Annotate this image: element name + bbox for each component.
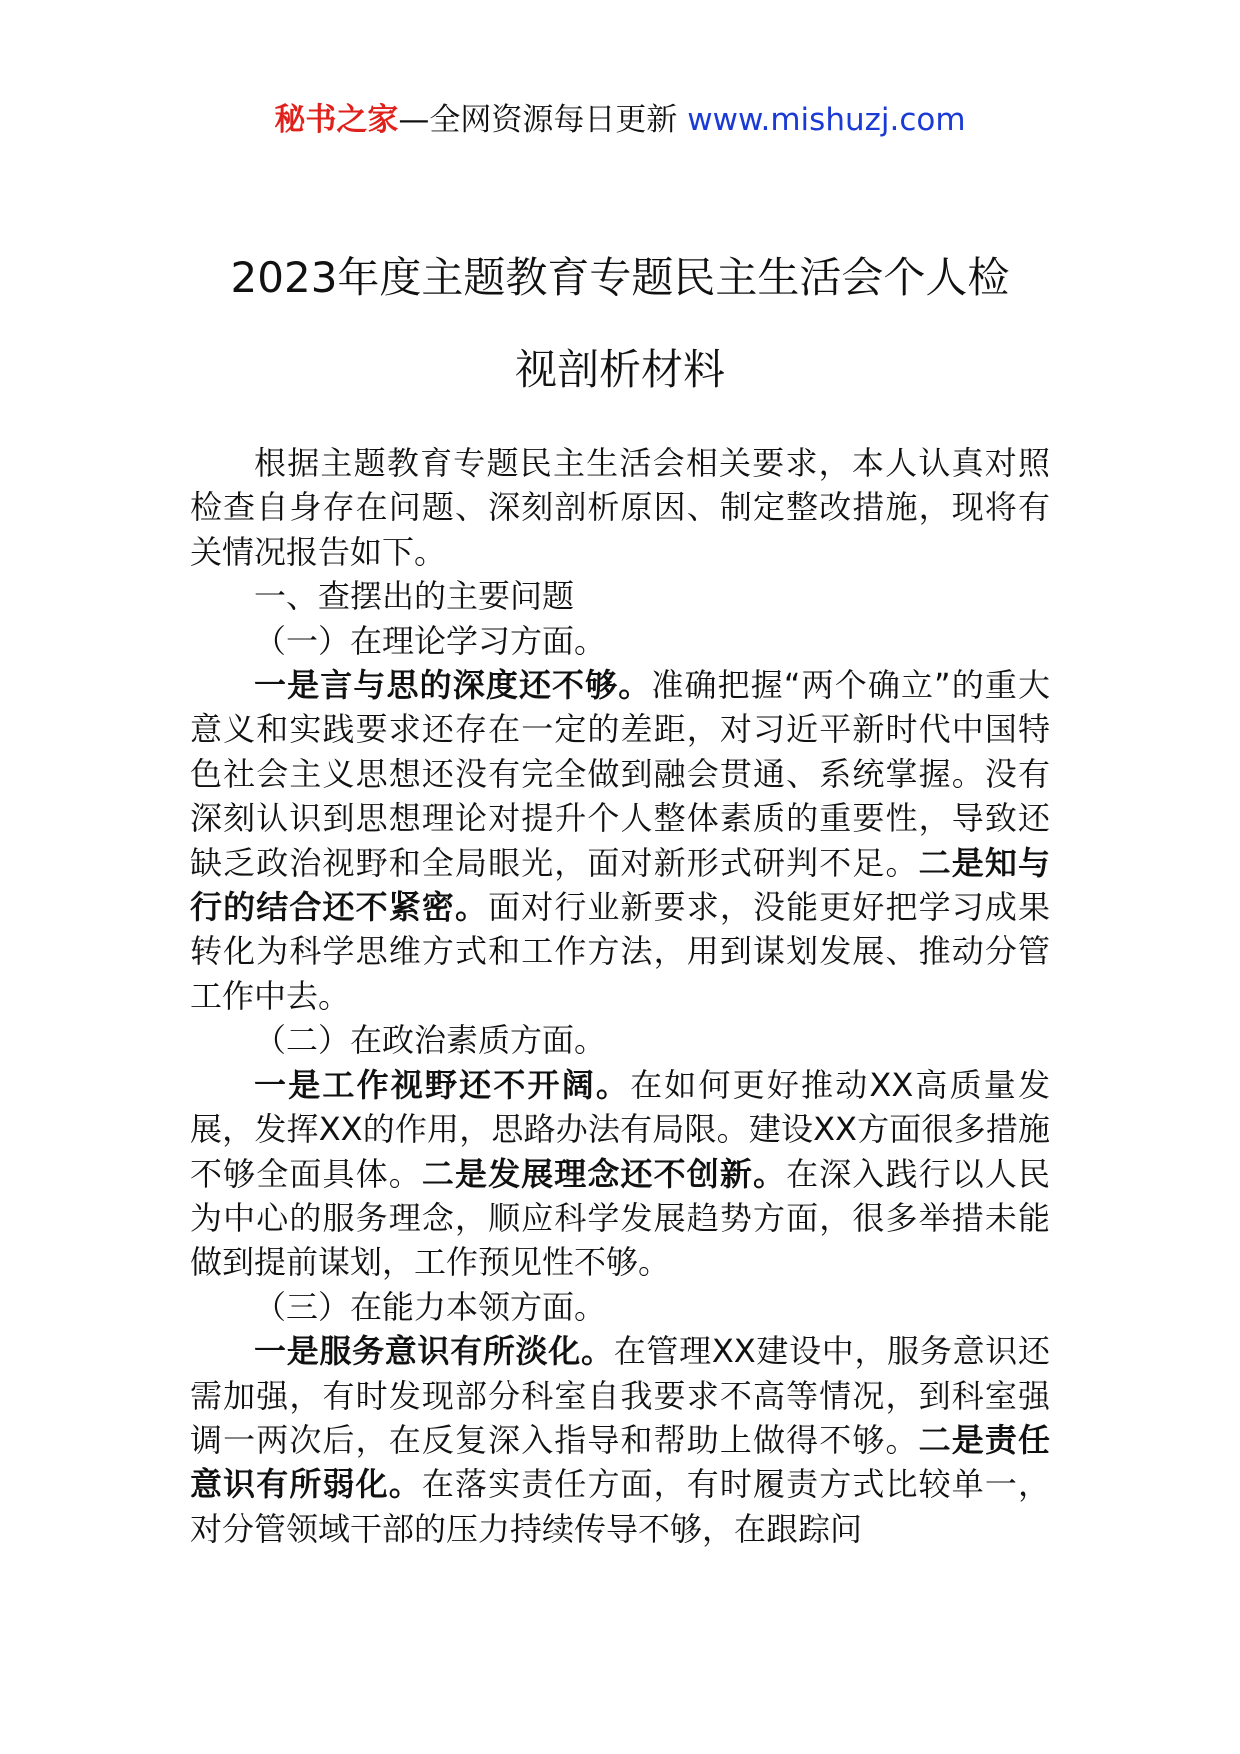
bold-lead: 二是责任意识有所弱化。 — [190, 1420, 1050, 1504]
title-line-1: 2023年度主题教育专题民主生活会个人检 — [230, 253, 1010, 302]
paragraph-text: 准确把握“两个确立”的重大意义和实践要求还存在一定的差距，对习近平新时代中国特色社会主义思想还没有完全做到融会贯通、系统掌握。没有深刻认识到思想理论对提升个人整体素质的重要性，导致还缺乏政治视野和全局眼光，面对新形式研判不足。 — [190, 666, 1050, 882]
bold-lead: 一是服务意识有所淡化。 — [254, 1332, 614, 1371]
paragraph — [190, 1063, 1050, 1285]
bold-lead: 一是言与思的深度还不够。 — [254, 666, 652, 705]
paragraph-text: 面对行业新要求，没能更好把学习成果转化为科学思维方式和工作方法，用到谋划发展、推动分管工作中去。 — [190, 888, 1050, 1015]
bold-lead: 二是发展理念还不创新。 — [421, 1154, 787, 1193]
subsection-heading: （二）在政治素质方面。 — [254, 1021, 607, 1060]
brand-name: 秘书之家 — [274, 102, 399, 138]
title-line-2: 视剖析材料 — [514, 345, 725, 394]
subsection-heading: （一）在理论学习方面。 — [254, 621, 607, 660]
paragraph-text: 在如何更好推动XX高质量发展，发挥XX的作用，思路办法有局限。建设XX方面很多措施不够全面具体。 — [190, 1065, 1050, 1193]
document-title — [160, 232, 1080, 416]
paragraph — [190, 1329, 1050, 1551]
site-url-link[interactable]: www.mishuzj.com — [687, 102, 966, 138]
subsection-heading: （三）在能力本领方面。 — [254, 1287, 607, 1326]
bold-lead: 二是知与行的结合还不紧密。 — [190, 843, 1050, 927]
header-slogan: —全网资源每日更新 — [398, 102, 688, 138]
section-heading: 一、查摆出的主要问题 — [254, 577, 575, 616]
paragraph-text: 在深入践行以人民为中心的服务理念，顺应科学发展趋势方面，很多举措未能做到提前谋划，工作预见性不够。 — [190, 1154, 1050, 1282]
paragraph — [190, 663, 1050, 1018]
paragraph-text: 在管理XX建设中，服务意识还需加强，有时发现部分科室自我要求不高等情况，到科室强调一两次后，在反复深入指导和帮助上做得不够。 — [190, 1332, 1050, 1459]
document-body — [190, 441, 1050, 1551]
intro-paragraph: 根据主题教育专题民主生活会相关要求，本人认真对照检查自身存在问题、深刻剖析原因、制定整改措施，现将有关情况报告如下。 — [190, 444, 1050, 571]
bold-lead: 一是工作视野还不开阔。 — [254, 1065, 631, 1104]
paragraph-text: 在落实责任方面，有时履责方式比较单一，对分管领域干部的压力持续传导不够，在跟踪问 — [190, 1465, 1050, 1548]
site-header — [0, 98, 1240, 142]
